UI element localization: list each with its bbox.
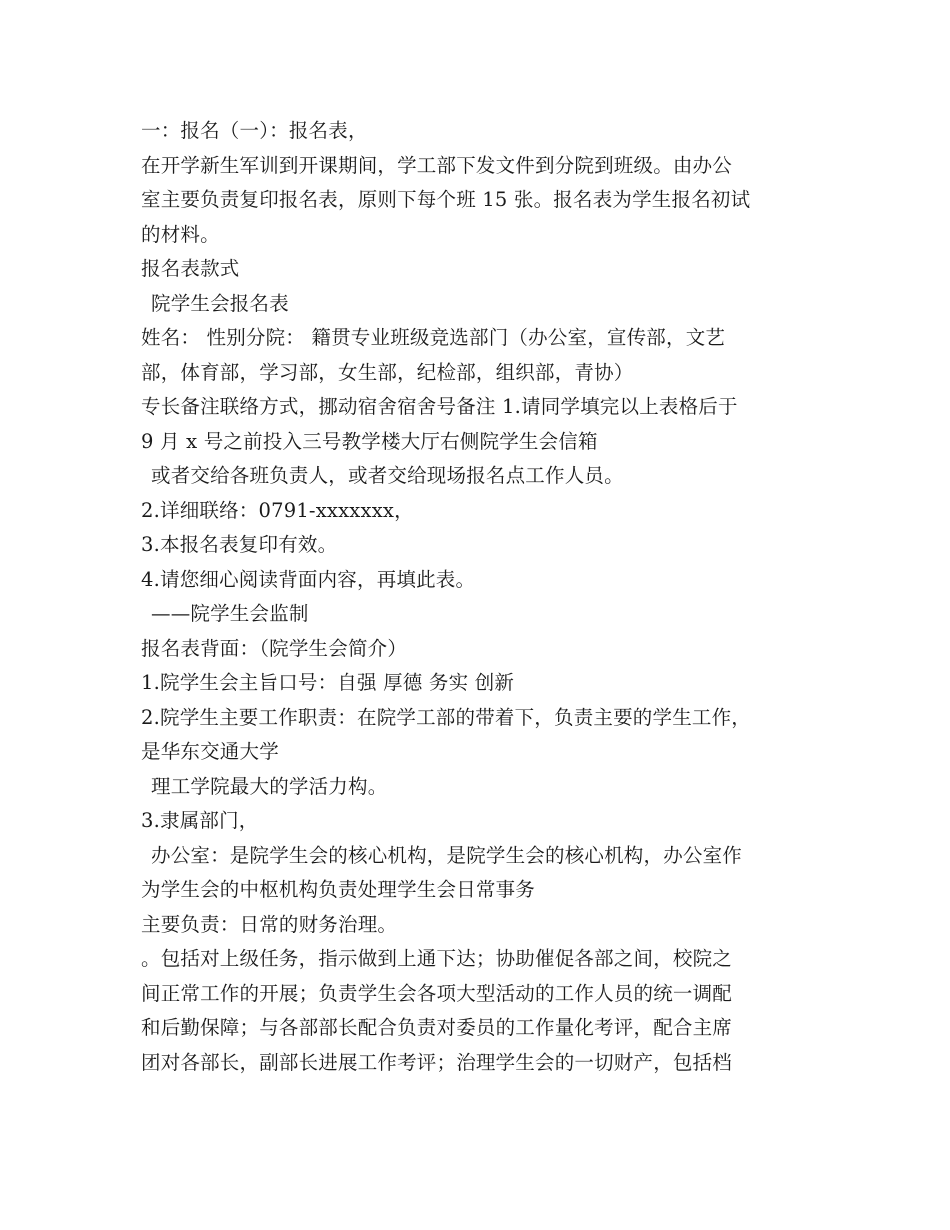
contact-line: 2.详细联络：0791-xxxxxxx， <box>141 498 414 522</box>
heading-form-style: 报名表款式 <box>141 257 240 280</box>
paragraph-line: 的材料。 <box>141 222 220 246</box>
paragraph-line: 。包括对上级任务，指示做到上通下达；协助催促各部之间，校院之 <box>141 947 733 970</box>
paragraph-line: 是华东交通大学 <box>141 740 279 763</box>
paragraph-line: 室主要负责复印报名表，原则下每个班 15 张。报名表为学生报名初试 <box>141 188 751 211</box>
heading-departments: 3.隶属部门， <box>141 809 259 832</box>
paragraph-line: 为学生会的中枢机构负责处理学生会日常事务 <box>141 878 536 901</box>
form-fields-line: 姓名： 性别分院： 籍贯专业班级竞选部门（办公室，宣传部，文艺 <box>141 326 726 349</box>
paragraph-line: 间正常工作的开展；负责学生会各项大型活动的工作人员的统一调配 <box>141 981 733 1005</box>
heading-form-back: 报名表背面：（院学生会简介） <box>141 636 408 660</box>
form-title: 院学生会报名表 <box>151 291 289 315</box>
heading-registration: 一：报名（一）：报名表， <box>141 119 368 142</box>
form-fields-line: 部，体育部，学习部，女生部，纪检部，组织部，青协） <box>141 360 634 384</box>
note-line: 4.请您细心阅读背面内容，再填此表。 <box>141 567 476 591</box>
paragraph-line: 或者交给各班负责人，或者交给现场报名点工作人员。 <box>151 464 624 487</box>
paragraph-line: 和后勤保障；与各部部长配合负责对委员的工作量化考评，配合主席 <box>141 1016 733 1039</box>
document-body <box>141 114 841 1080</box>
note-line: 3.本报名表复印有效。 <box>141 533 338 556</box>
paragraph-line: 在开学新生军训到开课期间，学工部下发文件到分院到班级。由办公 <box>141 153 733 177</box>
paragraph-line: 理工学院最大的学活力构。 <box>151 774 388 798</box>
paragraph-line: 主要负责：日常的财务治理。 <box>141 912 398 936</box>
signature-line: ——院学生会监制 <box>151 602 309 625</box>
paragraph-line: 办公室：是院学生会的核心机构，是院学生会的核心机构，办公室作 <box>151 843 743 867</box>
form-fields-line: 专长备注联络方式，挪动宿舍宿舍号备注 1.请同学填完以上表格后于 <box>141 395 738 418</box>
duties-line: 2.院学生主要工作职责：在院学工部的带着下，负责主要的学生工作， <box>141 705 752 729</box>
paragraph-line: 9 月 x 号之前投入三号教学楼大厅右侧院学生会信箱 <box>141 429 598 453</box>
paragraph-line: 团对各部长，副部长进展工作考评；治理学生会的一切财产，包括档 <box>141 1050 733 1074</box>
slogan-line: 1.院学生会主旨口号：自强 厚德 务实 创新 <box>141 671 515 694</box>
